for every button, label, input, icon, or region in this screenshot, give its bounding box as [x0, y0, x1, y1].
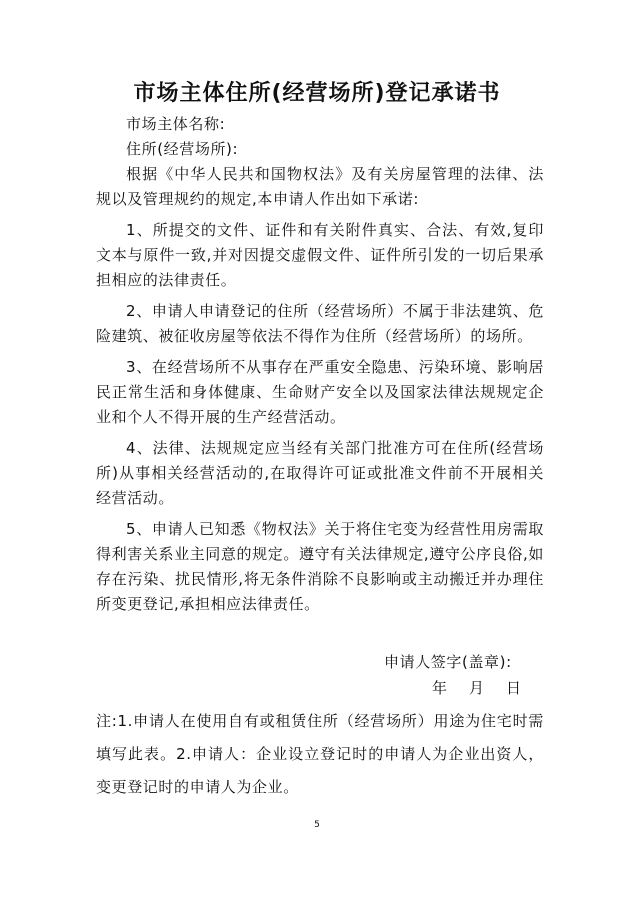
intro-paragraph: 根据《中华人民共和国物权法》及有关房屋管理的法律、法规以及管理规约的规定,本申请人作出如下承诺: [96, 165, 544, 208]
commitment-item: 1、所提交的文件、证件和有关附件真实、合法、有效,复印文本与原件一致,并对因提交虚假文件、证件所引发的一切后果承担相应的法律责任。 [96, 221, 544, 289]
commitment-item: 2、申请人申请登记的住所（经营场所）不属于非法建筑、危险建筑、被征收房屋等依法不得作为住所（经营场所）的场所。 [96, 302, 544, 345]
date-year: 年 [432, 679, 448, 697]
commitment-item: 3、在经营场所不从事存在严重安全隐患、污染环境、影响居民正常生活和身体健康、生命财产安全以及国家法律法规规定企业和个人不得开展的生产经营活动。 [96, 358, 544, 426]
signature-label: 申请人签字(盖章): [384, 653, 512, 671]
entity-name-field: 市场主体名称: [126, 115, 226, 133]
date-day: 日 [506, 679, 522, 697]
page-number: 5 [314, 820, 320, 830]
date-line [432, 676, 543, 701]
document-body [96, 112, 544, 617]
footnote: 注:1.申请人在使用自有或租赁住所（经营场所）用途为住宅时需填写此表。2.申请人：企业设立登记时的申请人为企业出资人，变更登记时的申请人为企业。 [96, 712, 544, 796]
commitment-item: 4、法律、法规规定应当经有关部门批准方可在住所(经营场所)从事相关经营活动的,在取得许可证或批准文件前不开展相关经营活动。 [96, 439, 544, 507]
address-field: 住所(经营场所): [126, 140, 239, 158]
document-title: 市场主体住所(经营场所)登记承诺书 [133, 81, 501, 106]
date-month: 月 [469, 679, 485, 697]
commitment-item: 5、申请人已知悉《物权法》关于将住宅变为经营性用房需取得利害关系业主同意的规定。遵守有关法律规定,遵守公序良俗,如存在污染、扰民情形,将无条件消除不良影响或主动搬迁并办理住所变更登记,承担相应法律责任。 [96, 520, 544, 613]
